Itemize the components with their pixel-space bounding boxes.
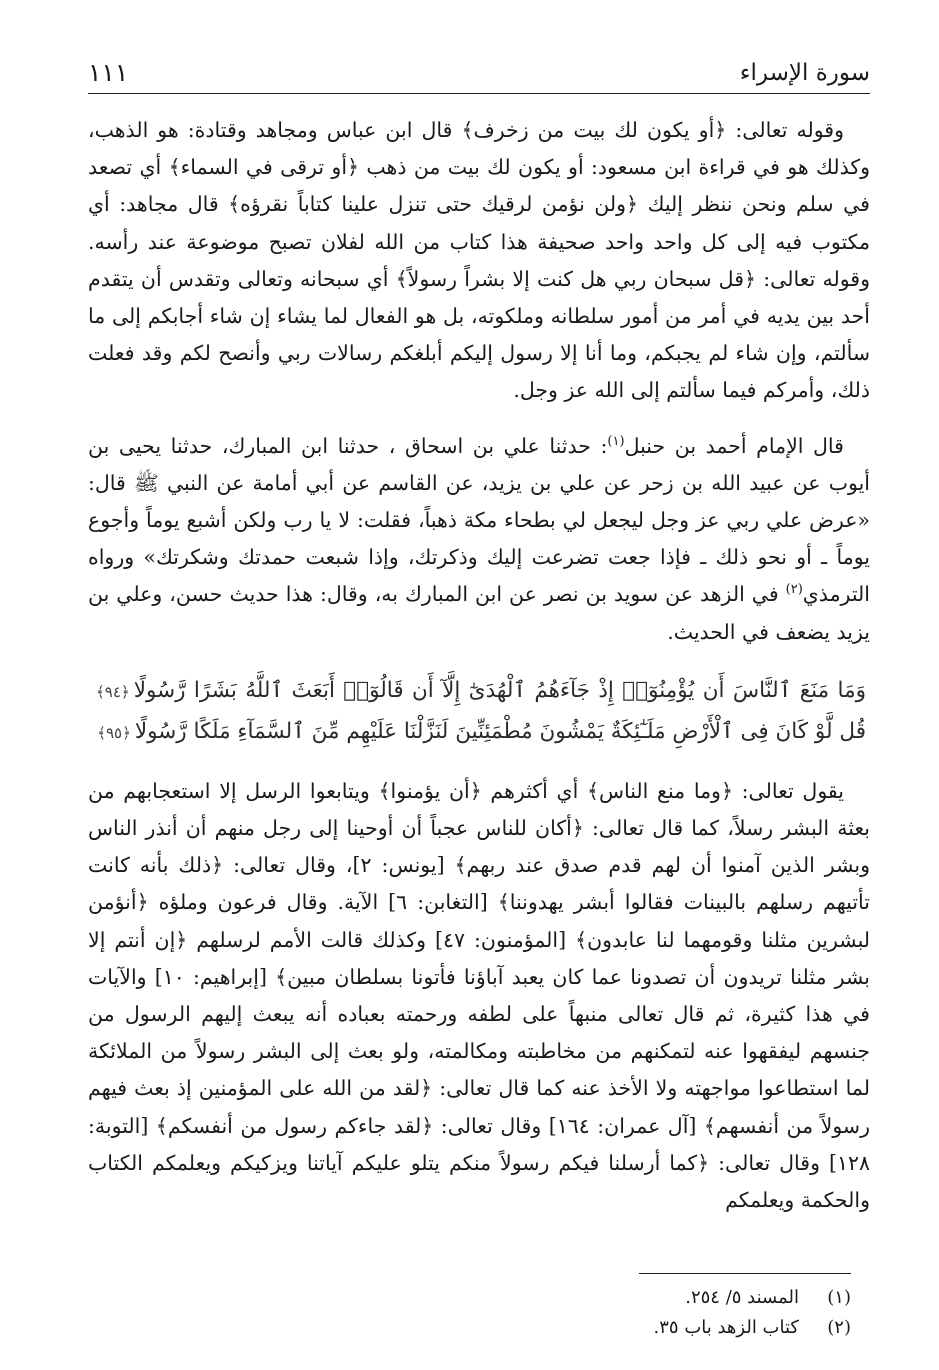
footnote-text: المسند ٥/ ٢٥٤.: [685, 1287, 799, 1308]
page-header: [88, 56, 870, 94]
hadith-paragraph: [88, 428, 870, 651]
hadith-part-1: قال الإمام أحمد بن حنبل: [624, 433, 844, 458]
footnote-text: كتاب الزهد باب ٣٥.: [653, 1317, 799, 1338]
header-rule: [88, 93, 870, 94]
footnote-2: [351, 1313, 851, 1343]
page-number: ١١١: [88, 58, 129, 87]
footnote-number: (٢): [827, 1317, 851, 1338]
footnote-1: [351, 1283, 851, 1313]
footnote-ref-1: (١): [607, 433, 625, 449]
ayah-marker-95: ﴿٩٥﴾: [97, 723, 131, 742]
verse-94: وَمَا مَنَعَ ٱلنَّاسَ أَن يُؤْمِنُوٓا۟ إِذْ جَآءَهُمُ ٱلْهُدَىٰٓ إِلَّآ أَن قَالُوٓا۟ أَبَعَثَ ٱللَّهُ بَشَرًا رَّسُولًا: [133, 677, 866, 703]
surah-title: سورة الإسراء: [739, 60, 870, 86]
footnote-ref-2: (٢): [785, 582, 803, 598]
commentary-paragraph: وقوله تعالى: ﴿أو يكون لك بيت من زخرف﴾ قال ابن عباس ومجاهد وقتادة: هو الذهب، وكذلك هو في قراءة ابن مسعود: أو يكون لك بيت من ذهب ﴿أو ترقى في السماء﴾ أي تصعد في سلم ونحن ننظر إليك ﴿ولن نؤمن لرقيك حتى تنزل علينا كتاباً نقرؤه﴾ قال مجاهد: أي مكتوب فيه إلى كل واحد واحد صحيفة هذا كتاب من الله لفلان تصبح موضوعة عند رأسه. وقوله تعالى: ﴿قل سبحان ربي هل كنت إلا بشراً رسولاً﴾ أي سبحانه وتعالى وتقدس أن يتقدم أحد بين يديه في أمر من أمور سلطانه وملكوته، بل هو الفعال لما يشاء إن شاء أجابكم إلى ما سألتم، وإن شاء لم يجبكم، وما أنا إلا رسول إليكم أبلغكم رسالات ربي وأنصح لكم وقد فعلت ذلك، وأمركم فيما سألتم إلى الله عز وجل.: [88, 118, 870, 403]
ayah-marker-94: ﴿٩٤﴾: [96, 682, 130, 701]
hadith-part-3: في الزهد عن سويد بن نصر عن ابن المبارك به، وقال: هذا حديث حسن، وعلي بن يزيد يضعف في الحديث.: [88, 582, 870, 644]
page-body: [88, 112, 870, 1219]
footnotes: [351, 1283, 851, 1343]
quran-verses: [88, 671, 870, 753]
hadith-part-2: : حدثنا علي بن اسحاق ، حدثنا ابن المبارك، حدثنا يحيى بن أيوب عن عبيد الله بن زحر عن علي بن يزيد، عن القاسم عن أبي أمامة عن النبي ﷺ قال: «عرض علي ربي عز وجل ليجعل لي بطحاء مكة ذهباً، فقلت: لا يا رب ولكن أشبع يوماً وأجوع يوماً ـ أو نحو ذلك ـ فإذا جعت تضرعت إليك وذكرتك، وإذا شبعت حمدتك وشكرتك» ورواه الترمذي: [88, 433, 870, 607]
footnote-number: (١): [827, 1287, 851, 1308]
footnote-rule: [639, 1273, 851, 1274]
tafsir-paragraph: يقول تعالى: ﴿وما منع الناس﴾ أي أكثرهم ﴿أن يؤمنوا﴾ ويتابعوا الرسل إلا استعجابهم من بعثة البشر رسلاً، كما قال تعالى: ﴿أكان للناس عجباً أن أوحينا إلى رجل منهم أن أنذر الناس وبشر الذين آمنوا أن لهم قدم صدق عند ربهم﴾ [يونس: ٢]، وقال تعالى: ﴿ذلك بأنه كانت تأتيهم رسلهم بالبينات فقالوا أبشر يهدوننا﴾ [التغابن: ٦] الآية. وقال فرعون وملؤه ﴿أنؤمن لبشرين مثلنا وقومهما لنا عابدون﴾ [المؤمنون: ٤٧] وكذلك قالت الأمم لرسلهم ﴿إن أنتم إلا بشر مثلنا تريدون أن تصدونا عما كان يعبد آباؤنا فأتونا بسلطان مبين﴾ [إبراهيم: ١٠] والآيات في هذا كثيرة، ثم قال تعالى منبهاً على لطفه ورحمته بعباده أنه يبعث إليهم الرسول من جنسهم ليفقهوا عنه لتمكنهم من مخاطبته ومكالمته، ولو بعث إلى البشر رسولاً من الملائكة لما استطاعوا مواجهته ولا الأخذ عنه كما قال تعالى: ﴿لقد من الله على المؤمنين إذ بعث فيهم رسولاً من أنفسهم﴾ [آل عمران: ١٦٤] وقال تعالى: ﴿لقد جاءكم رسول من أنفسكم﴾ [التوبة: ١٢٨] وقال تعالى: ﴿كما أرسلنا فيكم رسولاً منكم يتلو عليكم آياتنا ويزكيكم ويعلمكم الكتاب والحكمة ويعلمكم: [88, 778, 870, 1213]
verse-95: قُل لَّوْ كَانَ فِى ٱلْأَرْضِ مَلَـٰٓئِكَةٌ يَمْشُونَ مُطْمَئِنِّينَ لَنَزَّلْنَا عَلَيْهِم مِّنَ ٱلسَّمَآءِ مَلَكًا رَّسُولًا: [134, 718, 866, 744]
